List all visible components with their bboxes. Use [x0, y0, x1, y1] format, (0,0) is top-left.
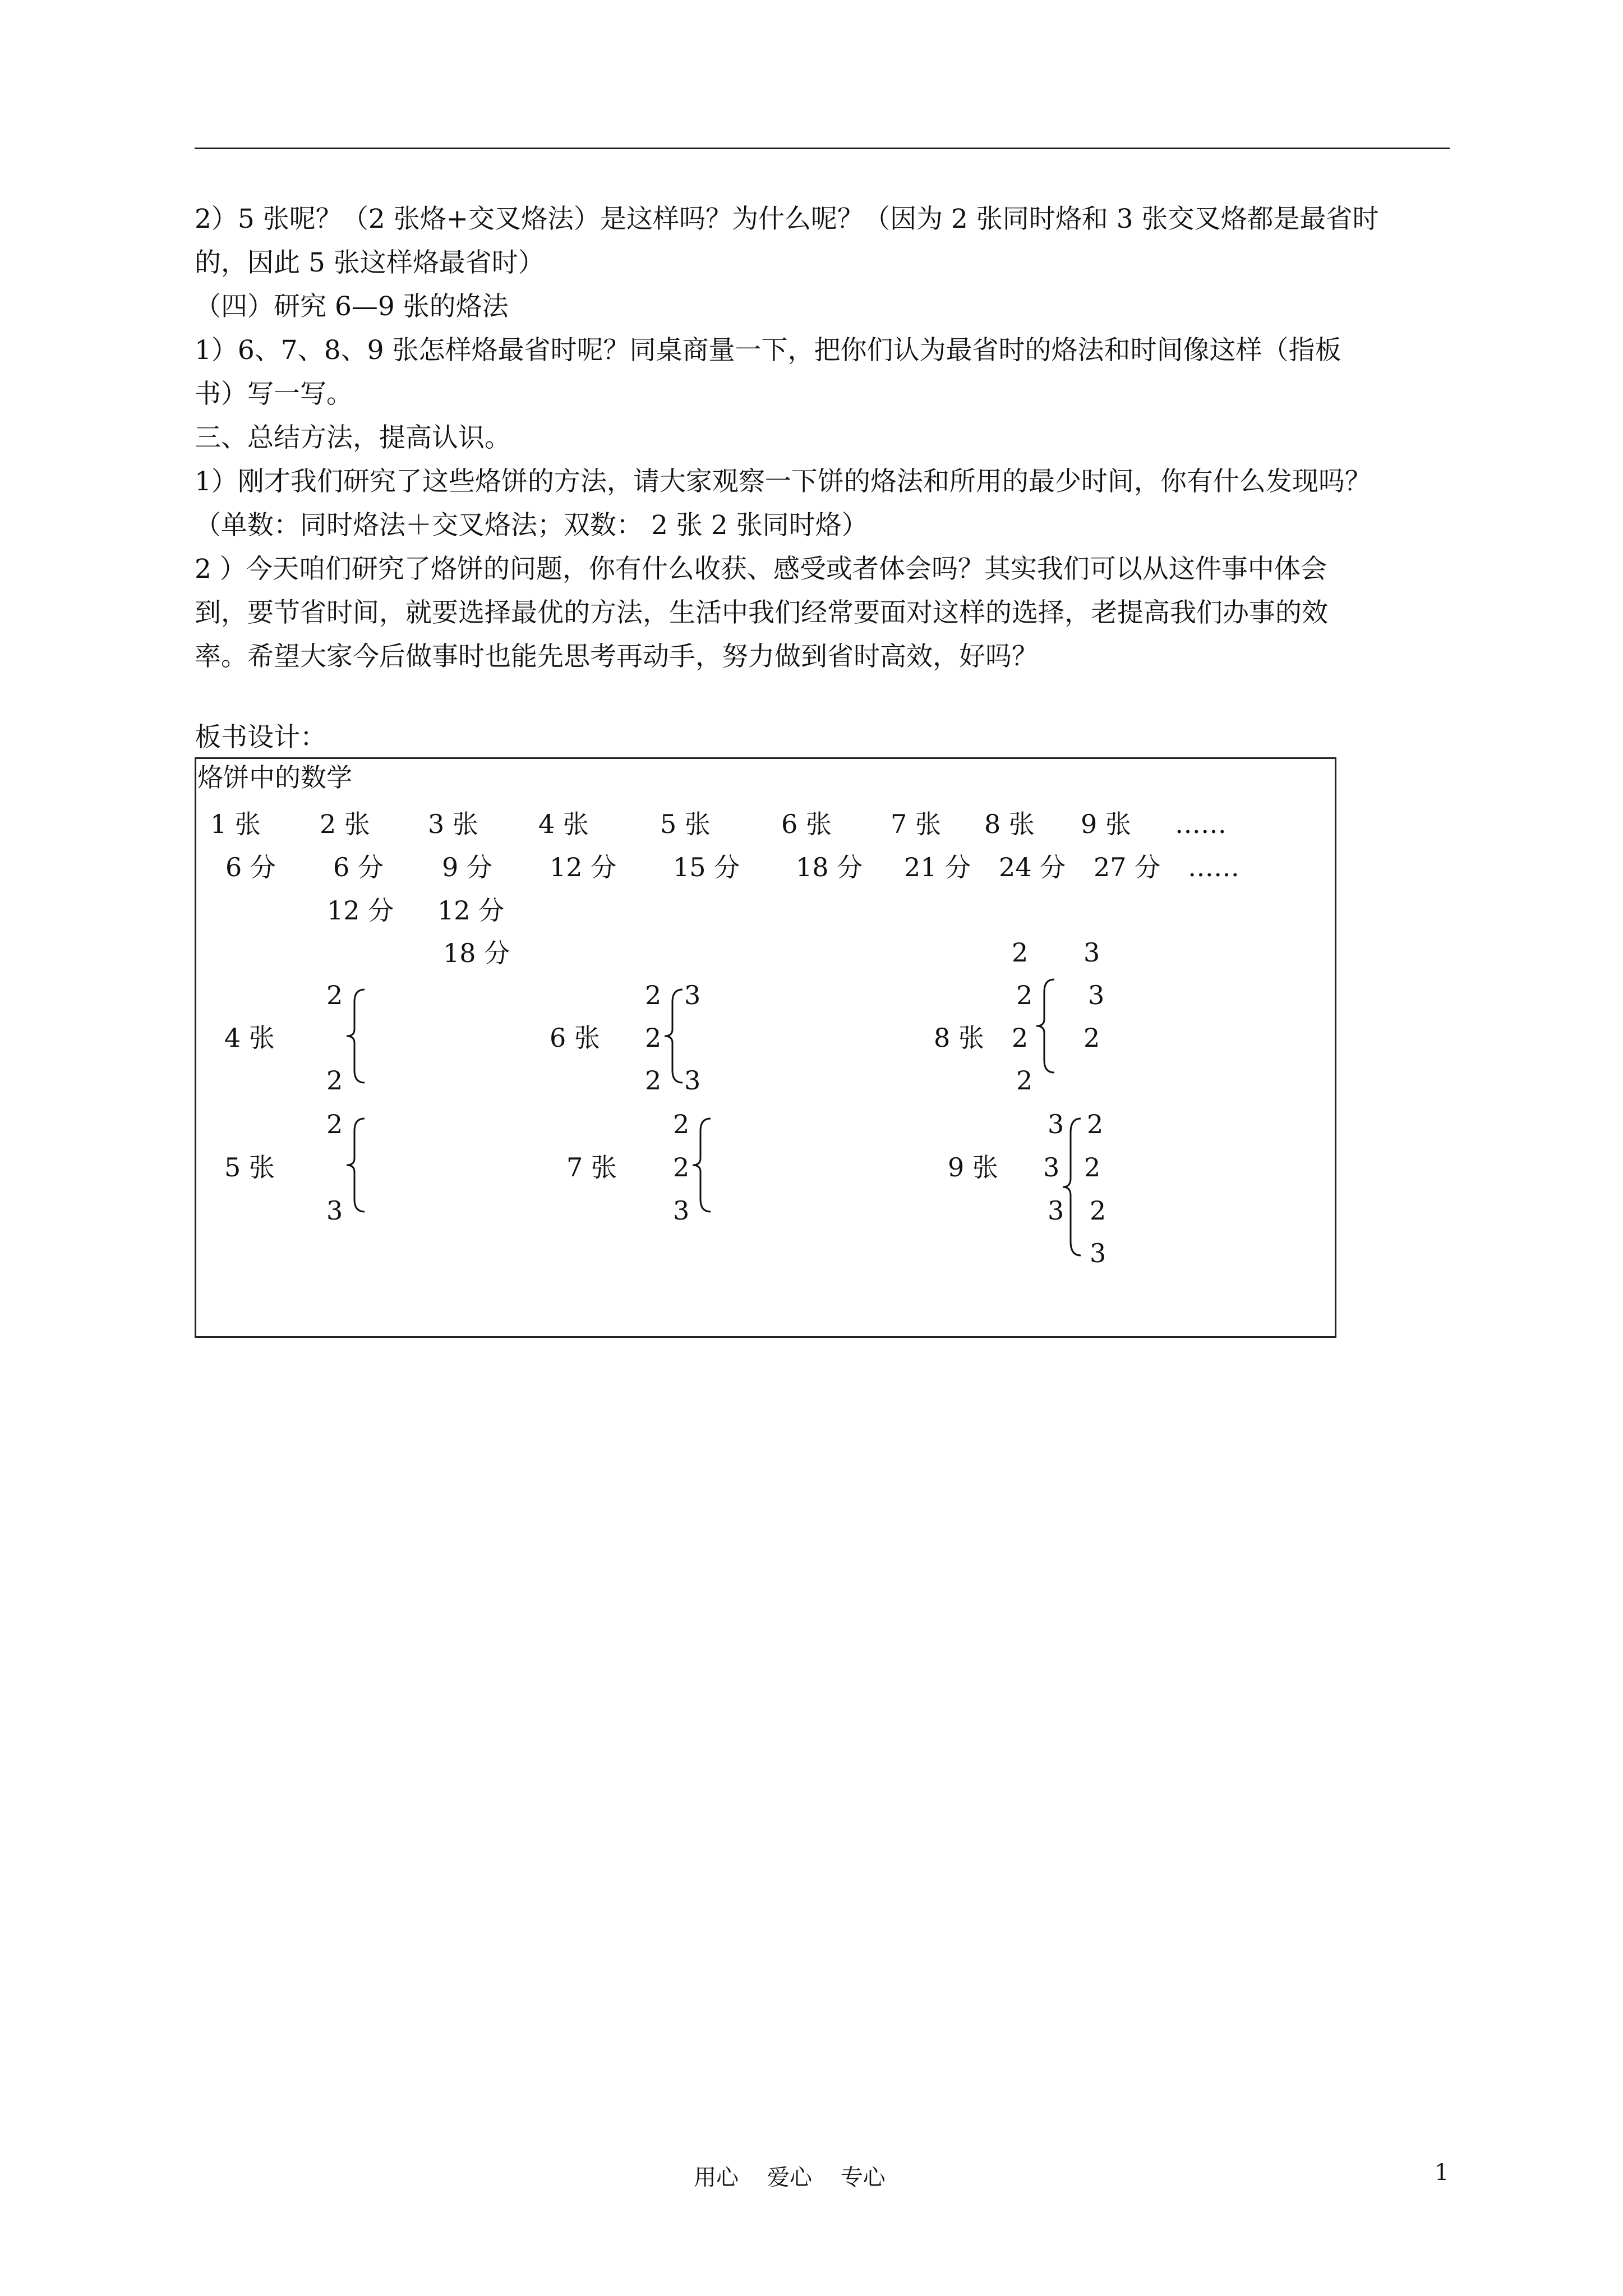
group-8-right-1: 3 — [1083, 937, 1100, 968]
board-title: 烙饼中的数学 — [197, 762, 352, 793]
group-8-label: 8 张 — [934, 1023, 984, 1053]
group-7-left-1: 2 — [673, 1109, 690, 1139]
count-5: 5 张 — [660, 809, 711, 839]
time-2: 6 分 — [333, 852, 384, 882]
group-5-label: 5 张 — [224, 1152, 275, 1182]
count-4: 4 张 — [538, 809, 589, 839]
group-7-left-3: 3 — [673, 1195, 690, 1226]
group-9-left-3: 3 — [1048, 1195, 1064, 1226]
section-four-heading: （四）研究 6—9 张的烙法 — [195, 291, 509, 322]
group-7-brace — [688, 1117, 716, 1213]
paragraph-reflection-line2: 到，要节省时间，就要选择最优的方法，生活中我们经常要面对这样的选择，老提高我们办事的效 — [195, 597, 1328, 628]
group-5-top: 2 — [326, 1109, 343, 1139]
paragraph-five-pancakes-line2: 的，因此 5 张这样烙最省时） — [195, 247, 545, 278]
time-4: 12 分 — [550, 852, 617, 882]
group-9-brace — [1057, 1117, 1085, 1257]
group-9-left-1: 3 — [1048, 1109, 1064, 1139]
group-7-label: 7 张 — [566, 1152, 617, 1182]
count-1: 1 张 — [210, 809, 261, 839]
group-8-right-2: 3 — [1088, 980, 1105, 1010]
board-design-box — [195, 757, 1336, 1338]
group-8-left-3: 2 — [1012, 1023, 1029, 1053]
group-5-bottom: 3 — [326, 1195, 343, 1226]
group-9-right-3: 2 — [1090, 1195, 1106, 1226]
paragraph-reflection-line3: 率。希望大家今后做事时也能先思考再动手，努力做到省时高效，好吗？ — [195, 641, 1038, 672]
paragraph-five-pancakes-line1: 2）5 张呢？（2 张烙+交叉烙法）是这样吗？为什么呢？（因为 2 张同时烙和 3 张交叉烙都是最省时 — [195, 204, 1379, 234]
paragraph-summary-line1: 1）刚才我们研究了这些烙饼的方法，请大家观察一下饼的烙法和所用的最少时间，你有什么发现吗？ — [195, 466, 1371, 497]
group-4-brace — [342, 988, 370, 1084]
count-2: 2 张 — [320, 809, 370, 839]
group-6-right-1: 3 — [684, 980, 701, 1010]
time-8: 24 分 — [999, 852, 1066, 882]
time-2-second: 12 分 — [327, 895, 394, 926]
time-6: 18 分 — [796, 852, 863, 882]
time-ellipsis: …… — [1188, 852, 1239, 882]
time-5: 15 分 — [673, 852, 740, 882]
time-1: 6 分 — [225, 852, 276, 882]
footer-motto: 用心 爱心 专心 — [694, 2165, 886, 2191]
group-9-label: 9 张 — [948, 1152, 998, 1182]
group-8-left-4: 2 — [1016, 1065, 1033, 1096]
time-7: 21 分 — [904, 852, 971, 882]
count-ellipsis: …… — [1175, 809, 1227, 839]
group-6-label: 6 张 — [550, 1023, 600, 1053]
group-6-left-2: 2 — [645, 1023, 662, 1053]
group-9-right-1: 2 — [1087, 1109, 1104, 1139]
paragraph-reflection-line1: 2 ）今天咱们研究了烙饼的问题，你有什么收获、感受或者体会吗？其实我们可以从这件事中体会 — [195, 554, 1327, 585]
section-three-heading: 三、总结方法，提高认识。 — [195, 422, 511, 453]
group-8-right-3: 2 — [1083, 1023, 1100, 1053]
paragraph-six-to-nine-line1: 1）6、7、8、9 张怎样烙最省时呢？同桌商量一下，把你们认为最省时的烙法和时间像这样（指板 — [195, 335, 1341, 366]
board-design-heading: 板书设计： — [195, 722, 326, 753]
count-7: 7 张 — [891, 809, 941, 839]
group-6-left-1: 2 — [645, 980, 662, 1010]
group-6-left-3: 2 — [645, 1065, 662, 1096]
header-rule — [195, 148, 1450, 149]
group-9-right-2: 2 — [1084, 1152, 1101, 1182]
count-6: 6 张 — [781, 809, 832, 839]
group-4-top: 2 — [326, 980, 343, 1010]
group-7-left-2: 2 — [673, 1152, 690, 1182]
time-3-second: 12 分 — [437, 895, 505, 926]
count-3: 3 张 — [428, 809, 478, 839]
group-8-left-2: 2 — [1016, 980, 1033, 1010]
count-8: 8 张 — [984, 809, 1035, 839]
count-9: 9 张 — [1081, 809, 1131, 839]
group-4-bottom: 2 — [326, 1065, 343, 1096]
group-8-brace — [1032, 978, 1060, 1074]
group-8-left-1: 2 — [1012, 937, 1029, 968]
group-6-right-2: 3 — [684, 1065, 701, 1096]
page-number: 1 — [1435, 2160, 1449, 2185]
group-9-left-2: 3 — [1043, 1152, 1060, 1182]
time-3: 9 分 — [442, 852, 492, 882]
time-9: 27 分 — [1094, 852, 1161, 882]
group-9-right-4: 3 — [1090, 1238, 1106, 1268]
time-3-third: 18 分 — [443, 938, 510, 968]
group-5-brace — [342, 1117, 370, 1213]
paragraph-six-to-nine-line2: 书）写一写。 — [195, 379, 353, 409]
paragraph-summary-line2: （单数：同时烙法＋交叉烙法；双数： 2 张 2 张同时烙） — [195, 510, 868, 541]
group-4-label: 4 张 — [224, 1023, 275, 1053]
